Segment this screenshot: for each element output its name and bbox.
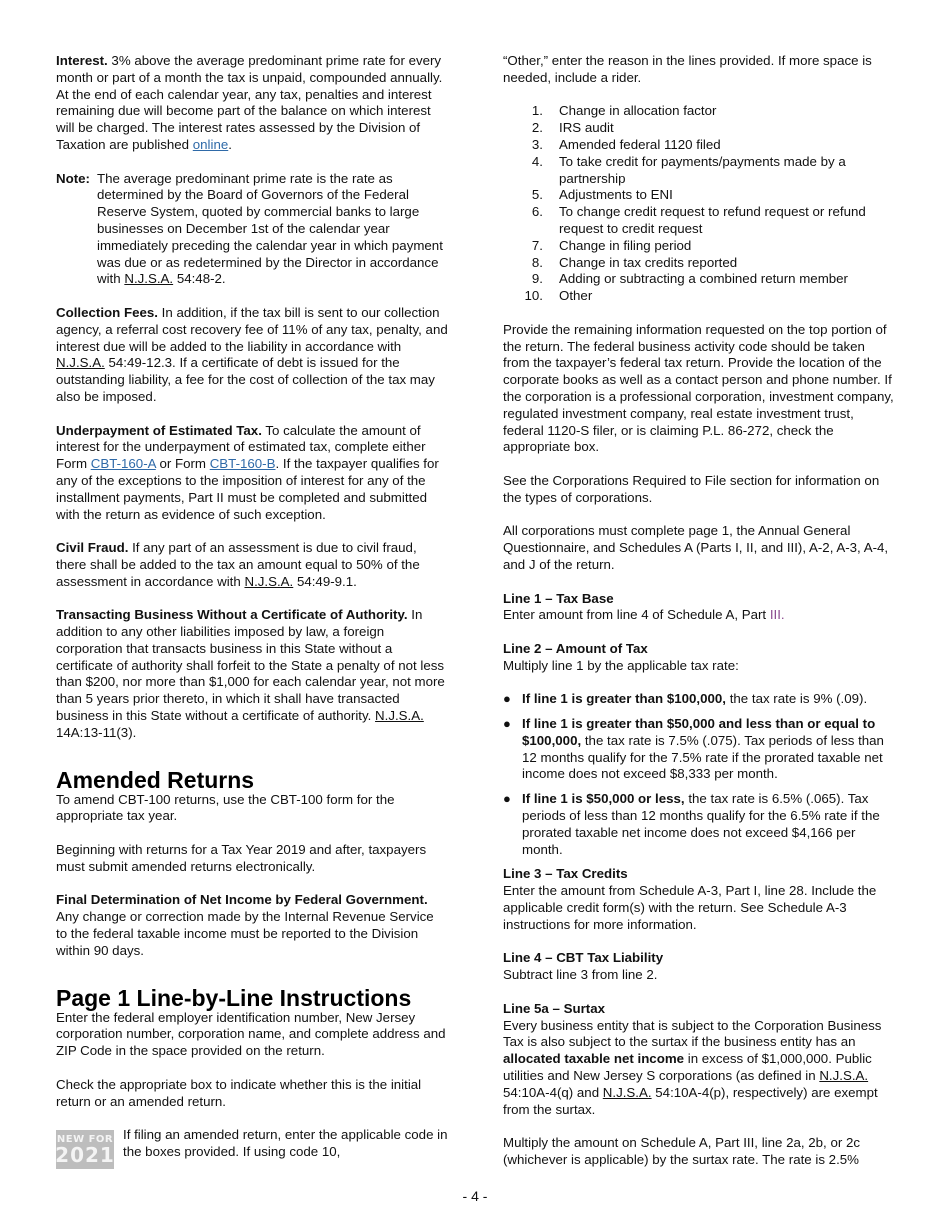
badge-line-1: NEW FOR [56, 1133, 114, 1145]
line5a-body-2: in excess of $1,000,000. Public utilities and New Jersey S corporations (as defined in [503, 1051, 872, 1084]
line4-heading: Line 4 – CBT Tax Liability [503, 950, 664, 966]
final-determination-text: Any change or correction made by the Internal Revenue Service to the federal taxable income must be reported to the Division within 90 days. [56, 909, 434, 958]
code-number: 8. [531, 254, 543, 270]
line4-text: Subtract line 3 from line 2. [503, 967, 658, 983]
line1-text [503, 607, 895, 624]
final-determination-title: Final Determination of Net Income by Federal Government. [56, 892, 428, 908]
code-text: Adjustments to ENI [559, 187, 673, 203]
line1-heading: Line 1 – Tax Base [503, 590, 614, 606]
collection-text-1: In addition, if the tax bill is sent to our collection agency, a referral cost recovery fee of 11% of any tax, penalty, and interest due will be added to the liability in accordance with [56, 304, 448, 354]
rate-detail: the tax rate is 7.5% (.075). Tax periods of less than 12 months qualify for the 7.5% rate if the prorated taxable net income does not exceed $8,333 per month. [522, 732, 884, 782]
code-number: 10. [524, 288, 543, 304]
code-number: 2. [531, 120, 543, 136]
see-corporations-paragraph: See the Corporations Required to File section for information on the types of corporations. [503, 472, 880, 505]
list-item [503, 288, 895, 305]
code-number: 6. [531, 204, 543, 220]
bullet-icon: ● [503, 791, 511, 807]
code-text: To change credit request to refund request or refund request to credit request [559, 204, 866, 236]
code-number: 4. [531, 153, 543, 169]
part-iii-ref: III. [769, 607, 785, 623]
underpayment-text-1: To calculate the amount of interest for the underpayment of estimated tax, complete either Form [56, 422, 426, 472]
bullet-icon: ● [503, 716, 511, 732]
code-number: 3. [531, 136, 543, 152]
code-text: Adding or subtracting a combined return member [559, 271, 848, 287]
transacting-paragraph [56, 607, 448, 741]
transacting-text-1: In addition to any other liabilities imposed by law, a foreign corporation that transacts business in this State without a certificate of authority shall forfeit to the State a penalty of not less than $200, nor more than $1,000 for each calendar year, not more than 5 years prior thereto, in which it shall have transacted business in this State without a certificate of authority. [56, 607, 445, 724]
new-for-2021-badge [56, 1130, 114, 1169]
remaining-info-paragraph: Provide the remaining information requested on the top portion of the return. The federal business activity code should be taken from the taxpayer’s federal tax return. Provide the location of the corporate books as well as a contact person and phone number. If the corporation is a professional corporation, investment company, regulated investment company, real estate investment trust, federal 1120-S filer, or is claiming P.L. 86-272, check the appropriate box. [503, 321, 894, 455]
statute-ref: N.J.S.A. [244, 573, 294, 589]
collection-text-2: 54:49-12.3. If a certificate of debt is issued for the outstanding liability, a fee for the cost of collection of the tax may also be imposed. [56, 355, 435, 404]
list-item [503, 271, 895, 288]
rate-detail: the tax rate is 9% (.09). [726, 691, 868, 707]
bullet-icon: ● [503, 691, 511, 707]
line5a-body-3: 54:10A-4(q) and [503, 1084, 603, 1100]
amended-p2: Beginning with returns for a Tax Year 2019 and after, taxpayers must submit amended returns electronically. [56, 842, 427, 874]
page1-instructions-heading: Page 1 Line-by-Line Instructions [56, 984, 412, 1011]
statute-ref: N.J.S.A. [375, 708, 424, 724]
right-column [503, 53, 895, 1186]
list-item [503, 204, 895, 238]
civil-fraud-paragraph [56, 540, 448, 590]
amended-returns-heading: Amended Returns [56, 766, 255, 793]
statute-ref: N.J.S.A. [56, 355, 105, 371]
list-item [503, 187, 895, 204]
list-item [503, 791, 895, 858]
civil-fraud-text-1: If any part of an assessment is due to civil fraud, there shall be added to the tax an amount equal to 50% of the assessment in accordance with [56, 540, 420, 589]
list-item [503, 238, 895, 255]
statute-ref: N.J.S.A. [602, 1084, 652, 1100]
underpayment-text-3: . If the taxpayer qualifies for any of the exceptions to the imposition of interest for any of the installment payments, Part II must be completed and submitted with the return as evidence of such exception. [56, 456, 439, 522]
page-number: - 4 - [462, 1188, 488, 1204]
underpayment-title: Underpayment of Estimated Tax. [56, 422, 262, 438]
code-number: 7. [531, 237, 543, 253]
statute-ref: N.J.S.A. [124, 271, 174, 287]
code-text: Change in allocation factor [559, 103, 717, 119]
line3-text: Enter the amount from Schedule A-3, Part I, line 28. Include the applicable credit form(s) with the return. See Schedule A-3 instructions for more information. [503, 883, 877, 932]
transacting-title: Transacting Business Without a Certificate of Authority. [56, 607, 408, 623]
list-item [503, 154, 895, 188]
list-item [503, 691, 895, 708]
code-number: 1. [531, 103, 543, 119]
final-determination-paragraph [56, 892, 448, 959]
underpayment-text-2: or Form [155, 456, 210, 472]
code-text: To take credit for payments/payments made by a partnership [559, 153, 846, 186]
rate-text [522, 691, 895, 708]
civil-fraud-title: Civil Fraud. [56, 540, 129, 556]
list-item [503, 120, 895, 137]
code-text: Change in tax credits reported [559, 254, 738, 270]
line5a-body-4: 54:10A-4(p), respectively) are exempt from the surtax. [503, 1084, 878, 1117]
code-text: Amended federal 1120 filed [559, 136, 721, 152]
left-column [56, 53, 448, 1169]
all-corporations-paragraph: All corporations must complete page 1, the Annual General Questionnaire, and Schedules A (Parts I, II, and III), A-2, A-3, A-4, and J of the return. [503, 523, 889, 572]
line2-text: Multiply line 1 by the applicable tax rate: [503, 657, 739, 673]
note-block [56, 171, 448, 289]
note-label: Note: [56, 170, 90, 186]
line5a-text [503, 1018, 895, 1119]
line3-heading: Line 3 – Tax Credits [503, 866, 628, 882]
rate-detail: the tax rate is 6.5% (.065). Tax periods of less than 12 months qualify for the 6.5% rate if the prorated taxable net income does not exceed $4,166 per month. [522, 791, 880, 857]
line5a-bold: allocated taxable net income [503, 1051, 685, 1067]
rate-text [522, 791, 895, 858]
line5a-body-1: Every business entity that is subject to the Corporation Business Tax is also subject to the surtax if the business entity has an [503, 1017, 882, 1050]
cbt-160-b-link[interactable]: CBT-160-B [209, 456, 276, 472]
code-text: IRS audit [559, 120, 614, 136]
rate-text [522, 716, 895, 783]
amended-p1: To amend CBT-100 returns, use the CBT-100 form for the appropriate tax year. [56, 791, 395, 824]
code-number: 9. [531, 271, 543, 287]
list-item [503, 103, 895, 120]
list-item [503, 255, 895, 272]
amended-codes-list [503, 103, 895, 305]
collection-fees-paragraph [56, 305, 448, 406]
interest-end: . [228, 136, 232, 152]
badge-line-2: 2021 [55, 1142, 115, 1167]
page1-p3: If filing an amended return, enter the applicable code in the boxes provided. If using code 10, [123, 1127, 448, 1160]
transacting-text-2: 14A:13-11(3). [56, 724, 137, 740]
interest-title: Interest. [56, 53, 108, 68]
note-text [97, 171, 448, 289]
code-text: Change in filing period [559, 237, 692, 253]
interest-paragraph [56, 53, 448, 154]
online-link[interactable]: online [192, 136, 229, 152]
rate-condition: If line 1 is greater than $50,000 and less than or equal to $100,000, [522, 716, 876, 748]
new-for-2021-row [56, 1127, 448, 1169]
code-text: Other [559, 288, 593, 304]
list-item [503, 137, 895, 154]
collection-fees-title: Collection Fees. [56, 304, 158, 320]
underpayment-paragraph [56, 423, 448, 524]
line2-heading: Line 2 – Amount of Tax [503, 640, 648, 656]
note-body: The average predominant prime rate is the rate as determined by the Board of Governors of the Federal Reserve System, quoted by commercial banks to large businesses on December 1st of the calendar year immediately preceding the calendar year in which payment was due or as redetermined by the Director in accordance with [97, 170, 443, 287]
page1-p2: Check the appropriate box to indicate whether this is the initial return or an amended return. [56, 1076, 422, 1109]
other-paragraph: “Other,” enter the reason in the lines provided. If more space is needed, include a rider. [503, 53, 872, 85]
civil-fraud-text-2: 54:49-9.1. [293, 573, 357, 589]
tax-rate-list [503, 691, 895, 858]
rate-condition: If line 1 is $50,000 or less, [522, 791, 685, 807]
note-end: 54:48-2. [173, 271, 226, 287]
rate-condition: If line 1 is greater than $100,000, [522, 691, 726, 707]
line1-body: Enter amount from line 4 of Schedule A, Part [503, 607, 770, 623]
statute-ref: N.J.S.A. [819, 1068, 869, 1084]
list-item [503, 716, 895, 783]
code-number: 5. [531, 187, 543, 203]
line5a-heading: Line 5a – Surtax [503, 1000, 605, 1016]
line5a-multiply-text: Multiply the amount on Schedule A, Part III, line 2a, 2b, or 2c (whichever is applicable) by the surtax rate. The rate is 2.5% [503, 1135, 861, 1167]
interest-text: 3% above the average predominant prime rate for every month or part of a month the tax is unpaid, compounded annually. At the end of each calendar year, any tax, penalties and interest remaining due will become part of the balance on which interest will be charged. The interest rates assessed by the Division of Taxation are published [56, 53, 443, 152]
cbt-160-a-link[interactable]: CBT-160-A [90, 456, 156, 472]
page1-p1: Enter the federal employer identification number, New Jersey corporation number, corporation name, and complete address and ZIP Code in the space provided on the return. [56, 1009, 446, 1059]
